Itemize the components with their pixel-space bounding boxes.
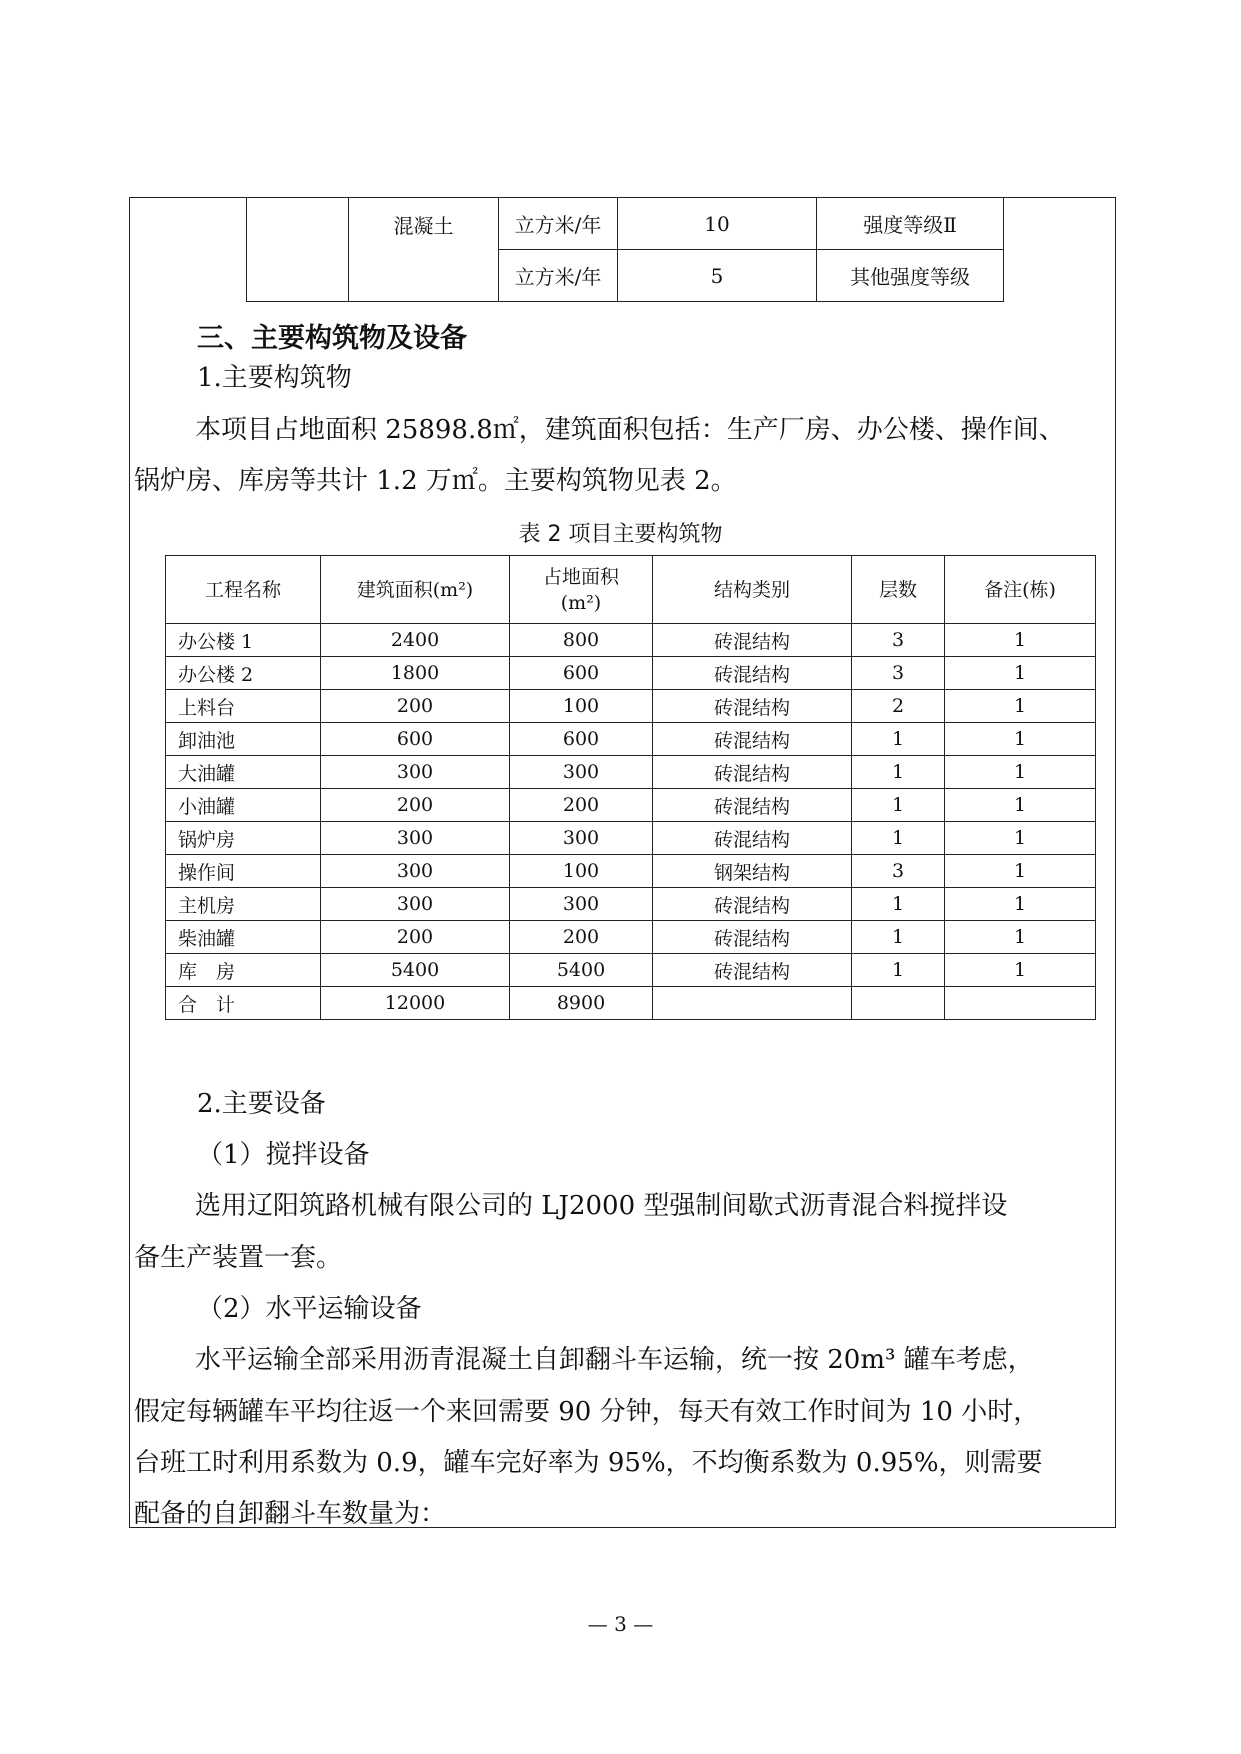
table-cell-levels: 1: [852, 822, 945, 855]
paragraph-line: 本项目占地面积 25898.8㎡，建筑面积包括：生产厂房、办公楼、操作间、: [195, 415, 1065, 445]
table-cell-structure: 钢架结构: [653, 855, 852, 888]
table-cell-name: 操作间: [166, 855, 321, 888]
item-title: （1）搅拌设备: [197, 1140, 370, 1170]
table-cell-land-area: 800: [510, 624, 653, 657]
table-cell-land-area: 100: [510, 690, 653, 723]
table-cell-note: 1: [945, 756, 1096, 789]
table-cell-note: 1: [945, 954, 1096, 987]
table-row: [166, 789, 1096, 822]
table-row: [166, 921, 1096, 954]
table-cell-land-area: 300: [510, 888, 653, 921]
table-cell-material: 混凝土: [349, 198, 499, 302]
column-header-line: 占地面积: [542, 565, 619, 588]
table-cell-name: 柴油罐: [166, 921, 321, 954]
table-cell-levels: [852, 987, 945, 1020]
table-cell-floor-area: 300: [321, 855, 510, 888]
table-cell-note: 1: [945, 855, 1096, 888]
table-cell-structure: 砖混结构: [653, 888, 852, 921]
table-cell-land-area: 200: [510, 789, 653, 822]
page-number: — 3 —: [587, 1612, 654, 1636]
table-cell-floor-area: 2400: [321, 624, 510, 657]
column-header: 层数: [852, 556, 945, 624]
table-cell-structure: 砖混结构: [653, 690, 852, 723]
table-caption: 表 2 项目主要构筑物: [518, 522, 723, 547]
subsection-title: 2.主要设备: [197, 1089, 326, 1119]
table-row: [166, 855, 1096, 888]
column-header: 建筑面积(m²): [321, 556, 510, 624]
table-cell-levels: 3: [852, 624, 945, 657]
paragraph-line: 假定每辆罐车平均往返一个来回需要 90 分钟，每天有效工作时间为 10 小时，: [134, 1397, 1040, 1427]
table-cell-name: 卸油池: [166, 723, 321, 756]
table-cell-note: 强度等级Ⅱ: [817, 198, 1004, 250]
table-row: [166, 987, 1096, 1020]
table-cell-floor-area: 12000: [321, 987, 510, 1020]
table-cell-note: 1: [945, 690, 1096, 723]
table-cell-floor-area: 300: [321, 822, 510, 855]
table-row: [166, 657, 1096, 690]
table-cell-name: 上料台: [166, 690, 321, 723]
table-cell-structure: [653, 987, 852, 1020]
subsection-title: 1.主要构筑物: [197, 363, 352, 393]
item-title: （2）水平运输设备: [197, 1294, 422, 1324]
table-cell-floor-area: 300: [321, 888, 510, 921]
table-row: [166, 624, 1096, 657]
table-cell-unit: 立方米/年: [499, 198, 618, 250]
table-cell-levels: 3: [852, 855, 945, 888]
paragraph-line: 水平运输全部采用沥青混凝土自卸翻斗车运输，统一按 20m³ 罐车考虑，: [195, 1345, 1034, 1375]
table-cell-structure: 砖混结构: [653, 954, 852, 987]
column-header: 工程名称: [166, 556, 321, 624]
table-cell-structure: 砖混结构: [653, 921, 852, 954]
table-cell-name: 锅炉房: [166, 822, 321, 855]
table-row: [166, 756, 1096, 789]
table-cell-note: 1: [945, 789, 1096, 822]
table-cell-structure: 砖混结构: [653, 624, 852, 657]
column-header: [510, 556, 653, 624]
table-cell-amount: 10: [618, 198, 817, 250]
table-row: [166, 888, 1096, 921]
table-cell-floor-area: 200: [321, 921, 510, 954]
section-heading: 三、主要构筑物及设备: [197, 323, 467, 354]
table-cell-structure: 砖混结构: [653, 723, 852, 756]
table-cell-land-area: 8900: [510, 987, 653, 1020]
table-cell-land-area: 300: [510, 756, 653, 789]
table-cell-name: 合 计: [166, 987, 321, 1020]
table-cell-floor-area: 5400: [321, 954, 510, 987]
table-cell-land-area: 300: [510, 822, 653, 855]
table-row: [166, 954, 1096, 987]
table-cell-name: 主机房: [166, 888, 321, 921]
table-cell-note: 1: [945, 657, 1096, 690]
table-cell-note: 1: [945, 888, 1096, 921]
table-cell-levels: 1: [852, 756, 945, 789]
table-row: [166, 822, 1096, 855]
table-cell: [247, 198, 349, 302]
paragraph-line: 备生产装置一套。: [134, 1243, 343, 1273]
table-cell-land-area: 600: [510, 723, 653, 756]
material-table-continuation: [246, 197, 1004, 302]
table-cell-note: 1: [945, 624, 1096, 657]
column-header: 备注(栋): [945, 556, 1096, 624]
table-cell-floor-area: 600: [321, 723, 510, 756]
table-cell-structure: 砖混结构: [653, 822, 852, 855]
table-cell-unit: 立方米/年: [499, 250, 618, 302]
table-cell-land-area: 600: [510, 657, 653, 690]
table-cell-land-area: 200: [510, 921, 653, 954]
table-cell-levels: 1: [852, 723, 945, 756]
column-header: 结构类别: [653, 556, 852, 624]
table-cell-note: 1: [945, 921, 1096, 954]
table-cell-land-area: 100: [510, 855, 653, 888]
table-cell-note: 1: [945, 822, 1096, 855]
column-header-line: (m²): [560, 591, 602, 614]
table-row: [166, 690, 1096, 723]
table-cell-structure: 砖混结构: [653, 756, 852, 789]
table-cell-floor-area: 1800: [321, 657, 510, 690]
paragraph-line: 配备的自卸翻斗车数量为：: [134, 1499, 447, 1529]
table-cell-levels: 3: [852, 657, 945, 690]
table-cell-name: 办公楼 1: [166, 624, 321, 657]
table-cell-floor-area: 200: [321, 789, 510, 822]
table-header-row: [166, 556, 1096, 624]
table-cell-land-area: 5400: [510, 954, 653, 987]
paragraph-line: 台班工时利用系数为 0.9，罐车完好率为 95%，不均衡系数为 0.95%，则需要: [134, 1448, 1043, 1478]
table-cell-levels: 1: [852, 954, 945, 987]
table-cell-levels: 1: [852, 888, 945, 921]
table-cell-structure: 砖混结构: [653, 657, 852, 690]
table-row: [166, 723, 1096, 756]
table-cell-note: 1: [945, 723, 1096, 756]
paragraph-line: 锅炉房、库房等共计 1.2 万㎡。主要构筑物见表 2。: [134, 466, 737, 496]
paragraph-line: 选用辽阳筑路机械有限公司的 LJ2000 型强制间歇式沥青混合料搅拌设: [195, 1191, 1008, 1221]
structures-table: [165, 555, 1096, 1020]
table-cell-levels: 1: [852, 789, 945, 822]
table-cell-structure: 砖混结构: [653, 789, 852, 822]
table-cell-name: 办公楼 2: [166, 657, 321, 690]
table-cell-note: 其他强度等级: [817, 250, 1004, 302]
table-cell-note: [945, 987, 1096, 1020]
table-cell-levels: 1: [852, 921, 945, 954]
table-row: [247, 198, 1004, 250]
table-cell-amount: 5: [618, 250, 817, 302]
table-cell-floor-area: 200: [321, 690, 510, 723]
table-cell-name: 大油罐: [166, 756, 321, 789]
table-cell-floor-area: 300: [321, 756, 510, 789]
table-cell-levels: 2: [852, 690, 945, 723]
table-cell-name: 库 房: [166, 954, 321, 987]
table-cell-name: 小油罐: [166, 789, 321, 822]
